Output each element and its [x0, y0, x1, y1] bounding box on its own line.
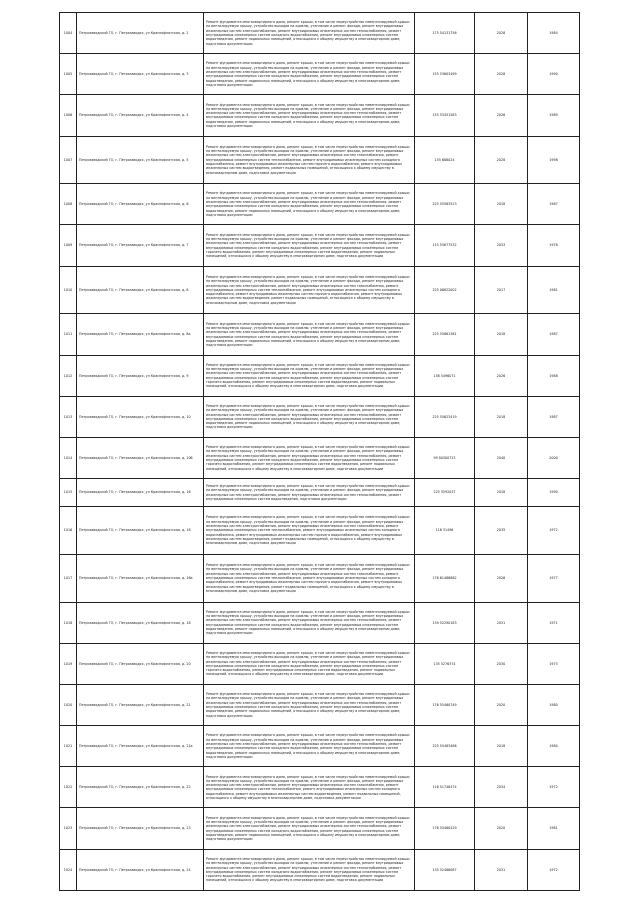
cost-cell: 155 53603499	[415, 54, 475, 95]
works-cell: Ремонт фундамента многоквартирного дома, ремонт крыши, в том числе переустройство невентилируемой крыши на вентилируемую крышу, устройство выходов на кровлю, утепление и ремонт фасада, ремонт внутридомовых инженерных систем электроснабжения, ремонт внутридомовых инженерных систем теплоснабжения, ремонт внутридомовых инженерных систем холодного водоснабжения, ремонт внутридомовых инженерных систем горячего водоснабжения, ремонт внутридомовых инженерных систем водоотведения, ремонт подвальных помещений, относящихся к общему имуществу в многоквартирном доме, подготовка документации	[204, 849, 415, 890]
cost-cell: 176 55460429	[415, 808, 475, 849]
cost-cell: 135 5276374	[415, 643, 475, 684]
works-cell: Ремонт фундамента многоквартирного дома, ремонт крыши, в том числе переустройство невентилируемой крыши на вентилируемую крышу, устройство выходов на кровлю, утепление и ремонт фасада, ремонт внутридомовых инженерных систем электроснабжения, ремонт внутридомовых инженерных систем теплоснабжения, ремонт внутридомовых инженерных систем холодного водоснабжения, ремонт внутридомовых инженерных систем водоотведения, ремонт подвальных помещений, относящихся к общему имуществу в многоквартирном доме, подготовка документации	[204, 602, 415, 643]
table-row	[60, 396, 580, 437]
build-year-cell: 1972	[528, 849, 580, 890]
build-year-cell: 1980	[528, 726, 580, 767]
planned-year-cell: 2028	[475, 13, 528, 54]
table-row	[60, 355, 580, 396]
build-year-cell: 1980	[528, 684, 580, 725]
build-year-cell: 1988	[528, 355, 580, 396]
cost-cell: 225 55661361	[415, 314, 475, 355]
row-number: 1020	[60, 684, 77, 725]
works-cell: Ремонт фундамента многоквартирного дома, ремонт крыши, в том числе переустройство невентилируемой крыши на вентилируемую крышу, устройство выходов на кровлю, утепление и ремонт фасада, ремонт внутридомовых инженерных систем электроснабжения, ремонт внутридомовых инженерных систем теплоснабжения, ремонт внутридомовых инженерных систем холодного водоснабжения, ремонт внутридомовых инженерных систем водоотведения, ремонт подвальных помещений, относящихся к общему имуществу в многоквартирном доме, подготовка документации	[204, 684, 415, 725]
address-cell: Петрозаводский ГО, г. Петрозаводск, ул Краснофлотская, д. 21	[77, 684, 204, 725]
works-cell: Ремонт фундамента многоквартирного дома, ремонт крыши, в том числе переустройство невентилируемой крыши на вентилируемую крышу, устройство выходов на кровлю, утепление и ремонт фасада, ремонт внутридомовых инженерных систем электроснабжения, ремонт внутридомовых инженерных систем газоснабжения, ремонт внутридомовых инженерных систем теплоснабжения, ремонт внутридомовых инженерных систем холодного водоснабжения, ремонт внутридомовых инженерных систем горячего водоснабжения, ремонт внутридомовых инженерных систем водоотведения, ремонт подвальных помещений, относящихся к общему имуществу в многоквартирном доме, подготовка документации	[204, 266, 415, 314]
cost-cell: 135 52486087	[415, 849, 475, 890]
table-row	[60, 266, 580, 314]
build-year-cell: 2000	[528, 437, 580, 478]
row-number: 1021	[60, 726, 77, 767]
planned-year-cell: 2031	[475, 849, 528, 890]
works-cell: Ремонт фундамента многоквартирного дома, ремонт крыши, в том числе переустройство невентилируемой крыши на вентилируемую крышу, устройство выходов на кровлю, утепление и ремонт фасада, ремонт внутридомовых инженерных систем электроснабжения, ремонт внутридомовых инженерных систем теплоснабжения, ремонт внутридомовых инженерных систем холодного водоснабжения, ремонт внутридомовых инженерных систем водоотведения, ремонт подвальных помещений, относящихся к общему имуществу в многоквартирном доме, подготовка документации	[204, 808, 415, 849]
address-cell: Петрозаводский ГО, г. Петрозаводск, ул Краснофлотская, д. 3	[77, 54, 204, 95]
address-cell: Петрозаводский ГО, г. Петрозаводск, ул Краснофлотская, д. 5	[77, 136, 204, 184]
planned-year-cell: 2033	[475, 225, 528, 266]
address-cell: Петрозаводский ГО, г. Петрозаводск, ул Краснофлотская, д. 24	[77, 849, 204, 890]
cost-cell: 116 51748474	[415, 767, 475, 808]
works-cell: Ремонт фундамента многоквартирного дома, ремонт крыши, в том числе переустройство невентилируемой крыши на вентилируемую крышу, устройство выходов на кровлю, утепление и ремонт фасада, ремонт внутридомовых инженерных систем электроснабжения, ремонт внутридомовых инженерных систем теплоснабжения, ремонт внутридомовых инженерных систем водоотведения, подготовка документации	[204, 479, 415, 507]
planned-year-cell: 2018	[475, 396, 528, 437]
planned-year-cell: 2017	[475, 266, 528, 314]
works-cell: Ремонт фундамента многоквартирного дома, ремонт крыши, в том числе переустройство невентилируемой крыши на вентилируемую крышу, устройство выходов на кровлю, утепление и ремонт фасада, ремонт внутридомовых инженерных систем электроснабжения, ремонт внутридомовых инженерных систем теплоснабжения, ремонт внутридомовых инженерных систем холодного водоснабжения, ремонт внутридомовых инженерных систем водоотведения, ремонт подвальных помещений, относящихся к общему имуществу в многоквартирном доме, подготовка документации	[204, 314, 415, 355]
works-cell: Ремонт фундамента многоквартирного дома, ремонт крыши, в том числе переустройство невентилируемой крыши на вентилируемую крышу, устройство выходов на кровлю, утепление и ремонт фасада, ремонт внутридомовых инженерных систем электроснабжения, ремонт внутридомовых инженерных систем газоснабжения, ремонт внутридомовых инженерных систем теплоснабжения, ремонт внутридомовых инженерных систем холодного водоснабжения, ремонт внутридомовых инженерных систем горячего водоснабжения, ремонт внутридомовых инженерных систем водоотведения, ремонт подвальных помещений, относящихся к общему имуществу в многоквартирном доме, подготовка документации	[204, 554, 415, 602]
planned-year-cell: 2035	[475, 507, 528, 555]
row-number: 1009	[60, 225, 77, 266]
build-year-cell: 1978	[528, 225, 580, 266]
planned-year-cell: 2031	[475, 602, 528, 643]
table-row	[60, 554, 580, 602]
works-cell: Ремонт фундамента многоквартирного дома, ремонт крыши, в том числе переустройство невентилируемой крыши на вентилируемую крышу, устройство выходов на кровлю, утепление и ремонт фасада, ремонт внутридомовых инженерных систем электроснабжения, ремонт внутридомовых инженерных систем газоснабжения, ремонт внутридомовых инженерных систем теплоснабжения, ремонт внутридомовых инженерных систем холодного водоснабжения, ремонт внутридомовых инженерных систем водоотведения, ремонт подвальных помещений, относящихся к общему имуществу в многоквартирном доме, подготовка документации	[204, 767, 415, 808]
cost-cell: 225 06622002	[415, 266, 475, 314]
build-year-cell: 1990	[528, 54, 580, 95]
cost-cell: 225 55483486	[415, 726, 475, 767]
planned-year-cell: 2018	[475, 314, 528, 355]
row-number: 1012	[60, 355, 77, 396]
works-cell: Ремонт фундамента многоквартирного дома, ремонт крыши, в том числе переустройство невентилируемой крыши на вентилируемую крышу, устройство выходов на кровлю, утепление и ремонт фасада, ремонт внутридомовых инженерных систем электроснабжения, ремонт внутридомовых инженерных систем газоснабжения, ремонт внутридомовых инженерных систем теплоснабжения, ремонт внутридомовых инженерных систем холодного водоснабжения, ремонт внутридомовых инженерных систем горячего водоснабжения, ремонт внутридомовых инженерных систем водоотведения, ремонт подвальных помещений, относящихся к общему имуществу в многоквартирном доме, подготовка документации	[204, 507, 415, 555]
cost-cell: 225 5592037	[415, 479, 475, 507]
works-cell: Ремонт фундамента многоквартирного дома, ремонт крыши, в том числе переустройство невентилируемой крыши на вентилируемую крышу, устройство выходов на кровлю, утепление и ремонт фасада, ремонт внутридомовых инженерных систем электроснабжения, ремонт внутридомовых инженерных систем теплоснабжения, ремонт внутридомовых инженерных систем холодного водоснабжения, ремонт внутридомовых инженерных систем водоотведения, ремонт подвальных помещений, относящихся к общему имуществу в многоквартирном доме, подготовка документации	[204, 726, 415, 767]
row-number: 1018	[60, 602, 77, 643]
cost-cell: 225 55623419	[415, 396, 475, 437]
address-cell: Петрозаводский ГО, г. Петрозаводск, ул Краснофлотская, д. 20	[77, 643, 204, 684]
address-cell: Петрозаводский ГО, г. Петрозаводск, ул Краснофлотская, д. 8а	[77, 314, 204, 355]
build-year-cell: 1975	[528, 643, 580, 684]
works-cell: Ремонт фундамента многоквартирного дома, ремонт крыши, в том числе переустройство невентилируемой крыши на вентилируемую крышу, устройство выходов на кровлю, утепление и ремонт фасада, ремонт внутридомовых инженерных систем электроснабжения, ремонт внутридомовых инженерных систем теплоснабжения, ремонт внутридомовых инженерных систем холодного водоснабжения, ремонт внутридомовых инженерных систем горячего водоснабжения, ремонт внутридомовых инженерных систем водоотведения, ремонт подвальных помещений, относящихся к общему имуществу в многоквартирном доме, подготовка документации	[204, 643, 415, 684]
table-row	[60, 808, 580, 849]
cost-cell: 155 53451583	[415, 95, 475, 136]
row-number: 1013	[60, 396, 77, 437]
build-year-cell: 1987	[528, 314, 580, 355]
build-year-cell: 1972	[528, 507, 580, 555]
build-year-cell: 1981	[528, 266, 580, 314]
address-cell: Петрозаводский ГО, г. Петрозаводск, ул Краснофлотская, д. 18а	[77, 554, 204, 602]
table-row	[60, 767, 580, 808]
table-row	[60, 726, 580, 767]
works-cell: Ремонт фундамента многоквартирного дома, ремонт крыши, в том числе переустройство невентилируемой крыши на вентилируемую крышу, устройство выходов на кровлю, утепление и ремонт фасада, ремонт внутридомовых инженерных систем электроснабжения, ремонт внутридомовых инженерных систем теплоснабжения, ремонт внутридомовых инженерных систем холодного водоснабжения, ремонт внутридомовых инженерных систем водоотведения, ремонт подвальных помещений, относящихся к общему имуществу в многоквартирном доме, подготовка документации	[204, 95, 415, 136]
row-number: 1010	[60, 266, 77, 314]
address-cell: Петрозаводский ГО, г. Петрозаводск, ул Краснофлотская, д. 4	[77, 95, 204, 136]
address-cell: Петрозаводский ГО, г. Петрозаводск, ул Краснофлотская, д. 18	[77, 507, 204, 555]
build-year-cell: 1977	[528, 554, 580, 602]
build-year-cell: 1989	[528, 95, 580, 136]
row-number: 1005	[60, 54, 77, 95]
cost-cell: 115 55677532	[415, 225, 475, 266]
cost-cell: 176 61486862	[415, 554, 475, 602]
table-row	[60, 643, 580, 684]
planned-year-cell: 2020	[475, 684, 528, 725]
cost-cell: 116 31496	[415, 507, 475, 555]
row-number: 1008	[60, 184, 77, 225]
build-year-cell: 1987	[528, 396, 580, 437]
address-cell: Петрозаводский ГО, г. Петрозаводск, ул Краснофлотская, д. 9	[77, 355, 204, 396]
build-year-cell: 1984	[528, 13, 580, 54]
row-number: 1007	[60, 136, 77, 184]
planned-year-cell: 2026	[475, 554, 528, 602]
cost-cell: 99 00300723	[415, 437, 475, 478]
table-row	[60, 136, 580, 184]
address-cell: Петрозаводский ГО, г. Петрозаводск, ул Краснофлотская, д. 18	[77, 602, 204, 643]
table-row	[60, 437, 580, 478]
table-row	[60, 225, 580, 266]
address-cell: Петрозаводский ГО, г. Петрозаводск, ул Краснофлотская, д. 2	[77, 13, 204, 54]
address-cell: Петрозаводский ГО, г. Петрозаводск, ул Краснофлотская, д. 22	[77, 767, 204, 808]
table-row	[60, 13, 580, 54]
table-row	[60, 602, 580, 643]
row-number: 1015	[60, 479, 77, 507]
cost-cell: 175 54131756	[415, 13, 475, 54]
table-row	[60, 314, 580, 355]
works-cell: Ремонт фундамента многоквартирного дома, ремонт крыши, в том числе переустройство невентилируемой крыши на вентилируемую крышу, устройство выходов на кровлю, утепление и ремонт фасада, ремонт внутридомовых инженерных систем электроснабжения, ремонт внутридомовых инженерных систем теплоснабжения, ремонт внутридомовых инженерных систем холодного водоснабжения, ремонт внутридомовых инженерных систем водоотведения, ремонт подвальных помещений, относящихся к общему имуществу в многоквартирном доме, подготовка документации	[204, 54, 415, 95]
planned-year-cell: 2018	[475, 726, 528, 767]
row-number: 1004	[60, 13, 77, 54]
cost-cell: 225 55563523	[415, 184, 475, 225]
row-number: 1011	[60, 314, 77, 355]
planned-year-cell: 2028	[475, 136, 528, 184]
row-number: 1022	[60, 767, 77, 808]
works-cell: Ремонт фундамента многоквартирного дома, ремонт крыши, в том числе переустройство невентилируемой крыши на вентилируемую крышу, устройство выходов на кровлю, утепление и ремонт фасада, ремонт внутридомовых инженерных систем электроснабжения, ремонт внутридомовых инженерных систем теплоснабжения, ремонт внутридомовых инженерных систем холодного водоснабжения, ремонт внутридомовых инженерных систем горячего водоснабжения, ремонт внутридомовых инженерных систем водоотведения, ремонт подвальных помещений, относящихся к общему имуществу в многоквартирном доме, подготовка документации	[204, 225, 415, 266]
address-cell: Петрозаводский ГО, г. Петрозаводск, ул Краснофлотская, д. 23	[77, 808, 204, 849]
works-cell: Ремонт фундамента многоквартирного дома, ремонт крыши, в том числе переустройство невентилируемой крыши на вентилируемую крышу, устройство выходов на кровлю, утепление и ремонт фасада, ремонт внутридомовых инженерных систем электроснабжения, ремонт внутридомовых инженерных систем теплоснабжения, ремонт внутридомовых инженерных систем холодного водоснабжения, ремонт внутридомовых инженерных систем горячего водоснабжения, ремонт внутридомовых инженерных систем водоотведения, ремонт подвальных помещений, относящихся к общему имуществу в многоквартирном доме, подготовка документации	[204, 355, 415, 396]
address-cell: Петрозаводский ГО, г. Петрозаводск, ул Краснофлотская, д. 7	[77, 225, 204, 266]
cost-cell: 176 55460749	[415, 684, 475, 725]
planned-year-cell: 2034	[475, 767, 528, 808]
build-year-cell: 1972	[528, 767, 580, 808]
table-row	[60, 54, 580, 95]
capital-repair-table	[59, 12, 580, 891]
address-cell: Петрозаводский ГО, г. Петрозаводск, ул Краснофлотская, д. 8	[77, 266, 204, 314]
cost-cell: 139 52290183	[415, 602, 475, 643]
table-row	[60, 479, 580, 507]
build-year-cell: 1990	[528, 479, 580, 507]
address-cell: Петрозаводский ГО, г. Петрозаводск, ул Краснофлотская, д. 16	[77, 479, 204, 507]
table-row	[60, 184, 580, 225]
row-number: 1016	[60, 507, 77, 555]
works-cell: Ремонт фундамента многоквартирного дома, ремонт крыши, в том числе переустройство невентилируемой крыши на вентилируемую крышу, устройство выходов на кровлю, утепление и ремонт фасада, ремонт внутридомовых инженерных систем электроснабжения, ремонт внутридомовых инженерных систем теплоснабжения, ремонт внутридомовых инженерных систем холодного водоснабжения, ремонт внутридомовых инженерных систем горячего водоснабжения, ремонт внутридомовых инженерных систем водоотведения, ремонт подвальных помещений, относящихся к общему имуществу в многоквартирном доме, подготовка документации	[204, 437, 415, 478]
works-cell: Ремонт фундамента многоквартирного дома, ремонт крыши, в том числе переустройство невентилируемой крыши на вентилируемую крышу, устройство выходов на кровлю, утепление и ремонт фасада, ремонт внутридомовых инженерных систем электроснабжения, ремонт внутридомовых инженерных систем теплоснабжения, ремонт внутридомовых инженерных систем холодного водоснабжения, ремонт внутридомовых инженерных систем водоотведения, ремонт подвальных помещений, относящихся к общему имуществу в многоквартирном доме, подготовка документации	[204, 396, 415, 437]
address-cell: Петрозаводский ГО, г. Петрозаводск, ул Краснофлотская, д. 21а	[77, 726, 204, 767]
address-cell: Петрозаводский ГО, г. Петрозаводск, ул Краснофлотская, д. 10	[77, 396, 204, 437]
row-number: 1017	[60, 554, 77, 602]
works-cell: Ремонт фундамента многоквартирного дома, ремонт крыши, в том числе переустройство невентилируемой крыши на вентилируемую крышу, устройство выходов на кровлю, утепление и ремонт фасада, ремонт внутридомовых инженерных систем электроснабжения, ремонт внутридомовых инженерных систем газоснабжения, ремонт внутридомовых инженерных систем теплоснабжения, ремонт внутридомовых инженерных систем холодного водоснабжения, ремонт внутридомовых инженерных систем горячего водоснабжения, ремонт внутридомовых инженерных систем водоотведения, ремонт подвальных помещений, относящихся к общему имуществу в многоквартирном доме, подготовка документации	[204, 136, 415, 184]
table-row	[60, 507, 580, 555]
planned-year-cell: 2018	[475, 184, 528, 225]
planned-year-cell: 2020	[475, 808, 528, 849]
build-year-cell: 1971	[528, 602, 580, 643]
row-number: 1019	[60, 643, 77, 684]
planned-year-cell: 2026	[475, 355, 528, 396]
address-cell: Петрозаводский ГО, г. Петрозаводск, ул Краснофлотская, д. 6	[77, 184, 204, 225]
row-number: 1014	[60, 437, 77, 478]
row-number: 1006	[60, 95, 77, 136]
build-year-cell: 1998	[528, 136, 580, 184]
address-cell: Петрозаводский ГО, г. Петрозаводск, ул Краснофлотская, д. 10б	[77, 437, 204, 478]
table-row	[60, 849, 580, 890]
works-cell: Ремонт фундамента многоквартирного дома, ремонт крыши, в том числе переустройство невентилируемой крыши на вентилируемую крышу, устройство выходов на кровлю, утепление и ремонт фасада, ремонт внутридомовых инженерных систем электроснабжения, ремонт внутридомовых инженерных систем теплоснабжения, ремонт внутридомовых инженерных систем холодного водоснабжения, ремонт внутридомовых инженерных систем водоотведения, ремонт подвальных помещений, относящихся к общему имуществу в многоквартирном доме, подготовка документации	[204, 184, 415, 225]
row-number: 1023	[60, 808, 77, 849]
build-year-cell: 1987	[528, 184, 580, 225]
table-row	[60, 95, 580, 136]
planned-year-cell: 2018	[475, 479, 528, 507]
cost-cell: 155 688024	[415, 136, 475, 184]
table-row	[60, 684, 580, 725]
row-number: 1024	[60, 849, 77, 890]
works-cell: Ремонт фундамента многоквартирного дома, ремонт крыши, в том числе переустройство невентилируемой крыши на вентилируемую крышу, устройство выходов на кровлю, утепление и ремонт фасада, ремонт внутридомовых инженерных систем электроснабжения, ремонт внутридомовых инженерных систем теплоснабжения, ремонт внутридомовых инженерных систем холодного водоснабжения, ремонт внутридомовых инженерных систем водоотведения, ремонт подвальных помещений, относящихся к общему имуществу в многоквартирном доме, подготовка документации	[204, 13, 415, 54]
table-body	[60, 13, 580, 891]
planned-year-cell: 2030	[475, 643, 528, 684]
build-year-cell: 1981	[528, 808, 580, 849]
planned-year-cell: 2040	[475, 437, 528, 478]
planned-year-cell: 2026	[475, 95, 528, 136]
planned-year-cell: 2028	[475, 54, 528, 95]
cost-cell: 158 5496071	[415, 355, 475, 396]
